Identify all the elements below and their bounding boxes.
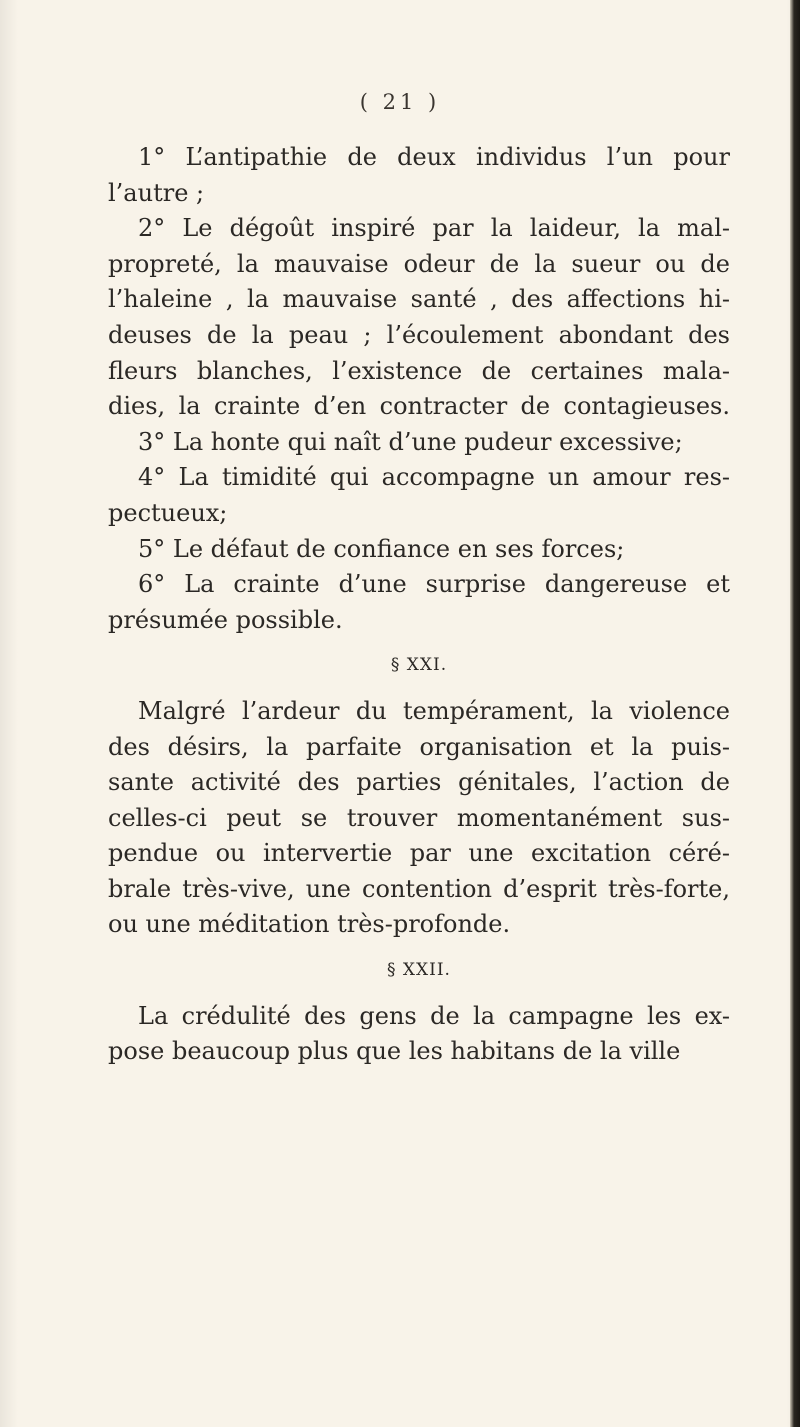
page-number: ( 21 ) <box>359 90 441 114</box>
text-line: présumée possible. <box>108 605 343 634</box>
text-line: sante activité des parties génitales, l’action de <box>108 768 730 797</box>
text-line: des désirs, la parfaite organisation et la puis- <box>108 732 730 761</box>
text-line: propreté, la mauvaise odeur de la sueur ou de <box>108 249 730 278</box>
text-line: pose beaucoup plus que les habitans de la ville <box>108 1037 681 1066</box>
text-line: 6° La crainte d’une surprise dangereuse et <box>138 570 730 599</box>
text-line: 5° Le défaut de confiance en ses forces; <box>138 534 625 563</box>
text-line: La crédulité des gens de la campagne les ex- <box>138 1001 730 1030</box>
text-line: deuses de la peau ; l’écoulement abondant des <box>108 320 730 349</box>
text-line: 1° L’antipathie de deux individus l’un pour <box>138 143 730 171</box>
text-line: celles-ci peut se trouver momentanément sus- <box>108 803 730 832</box>
text-line: 2° Le dégoût inspiré par la laideur, la mal- <box>138 214 730 243</box>
text-line: ou une méditation très-profonde. <box>108 910 511 939</box>
text-line: dies, la crainte d’en contracter de contagieuses. <box>108 392 730 421</box>
text-line: pendue ou intervertie par une excitation céré- <box>108 839 730 868</box>
page-body <box>108 140 730 1070</box>
text-line: l’haleine , la mauvaise santé , des affections hi- <box>108 285 730 314</box>
section-heading-xxii: § XXII. <box>387 960 451 981</box>
text-line: 3° La honte qui naît d’une pudeur excessive; <box>138 427 683 456</box>
text-line: l’autre ; <box>108 178 205 207</box>
text-line: pectueux; <box>108 498 228 527</box>
page-edge-shadow <box>790 0 800 1427</box>
text-line: 4° La timidité qui accompagne un amour res- <box>138 463 730 492</box>
section-heading-xxi: § XXI. <box>390 655 448 676</box>
text-line: brale très-vive, une contention d’esprit très-forte, <box>108 874 730 903</box>
text-line: fleurs blanches, l’existence de certaines mala- <box>108 356 730 385</box>
text-line: Malgré l’ardeur du tempérament, la violence <box>138 696 730 725</box>
